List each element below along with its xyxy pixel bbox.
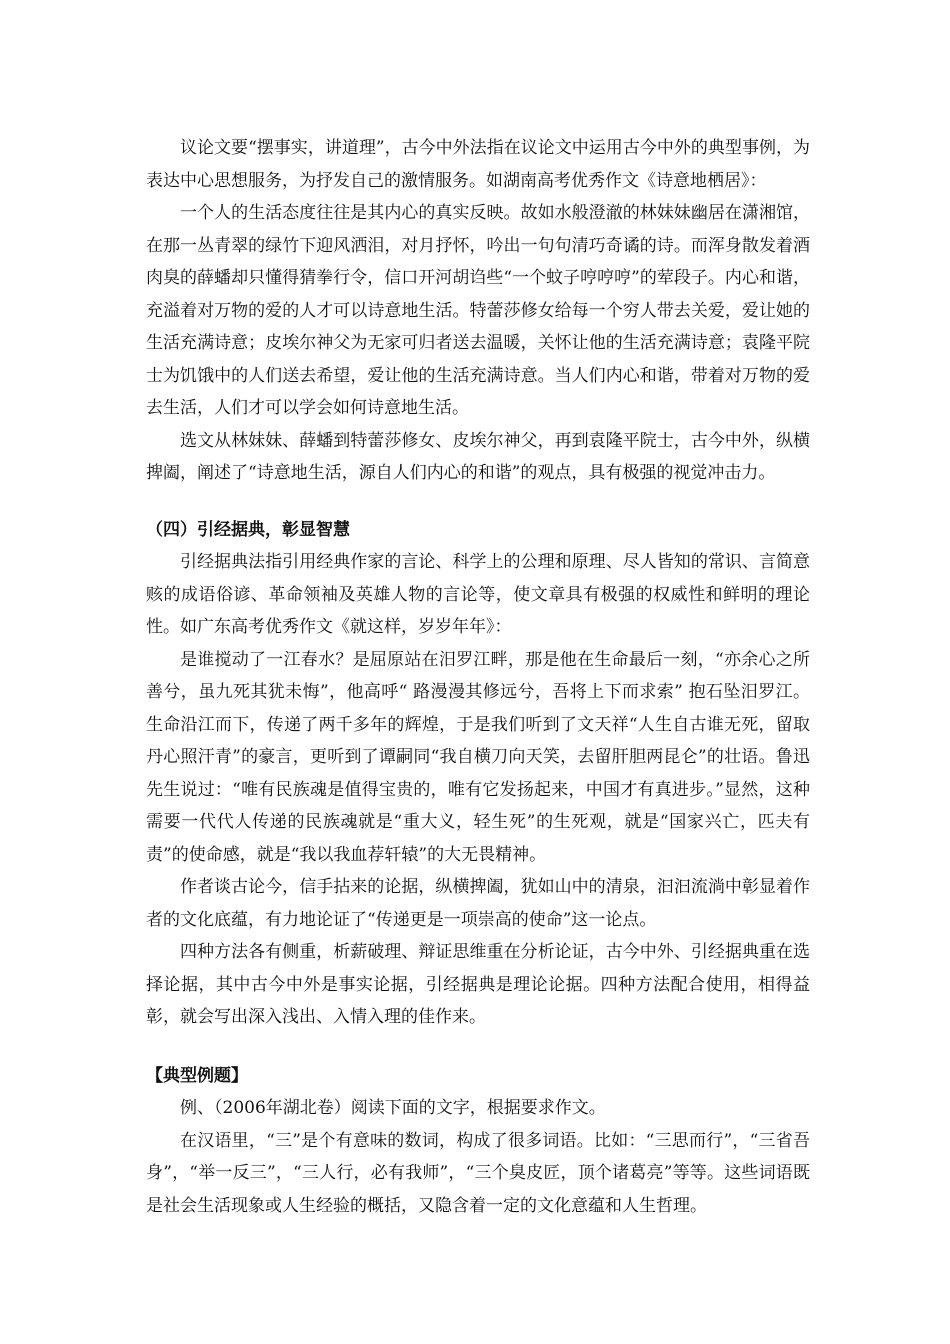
section-heading-citing-classics: （四）引经据典，彰显智慧 (146, 519, 350, 540)
spacer (146, 490, 810, 514)
paragraph-citing-classics-quote: 是谁搅动了一江春水？是屈原站在汨罗江畔，那是他在生命最后一刻，“亦余心之所善兮，虽九死其犹未悔”，他高呼“ 路漫漫其修远兮，吾将上下而求索” 抱石坠汨罗江。生命沿江而下，传递了两千多年的辉煌，于是我们听到了文天祥“人生自古谁无死，留取丹心照汗青”的豪言，更听到了谭嗣同“我自横刀向天笑，去留肝胆两昆仑”的壮语。鲁迅先生说过：“唯有民族魂是值得宝贵的，唯有它发扬起来，中国才有真进步。”显然，这种需要一代代人传递的民族魂就是“重大义，轻生死”的生死观，就是“国家兴亡，匹夫有责”的使命感，就是“我以我血荐轩辕”的大无畏精神。 (146, 649, 810, 865)
paragraph-citing-classics-commentary: 作者谈古论今，信手拈来的论据，纵横捭阖，犹如山中的清泉，汩汩流淌中彰显着作者的文化底蕴，有力地论证了“传递更是一项崇高的使命”这一论点。 (146, 877, 810, 930)
paragraph-example-quote: 一个人的生活态度往往是其内心的真实反映。故如水般澄澈的林妹妹幽居在潇湘馆，在那一丛青翠的绿竹下迎风洒泪，对月抒怀，吟出一句句清巧奇谲的诗。而浑身散发着酒肉臭的薛蟠却只懂得猜拳行令，信口开河胡诌些“一个蚊子哼哼哼”的荤段子。内心和谐，充溢着对万物的爱的人才可以诗意地生活。特蕾莎修女给每一个穷人带去关爱，爱让她的生活充满诗意；皮埃尔神父为无家可归者送去温暖，关怀让他的生活充满诗意；袁隆平院士为饥饿中的人们送去希望，爱让他的生活充满诗意。当人们内心和谐，带着对万物的爱去生活，人们才可以学会如何诗意地生活。 (146, 203, 810, 418)
paragraph-commentary: 选文从林妹妹、薛蟠到特蕾莎修女、皮埃尔神父，再到袁隆平院士，古今中外，纵横捭阖，阐述了“诗意地生活，源自人们内心的和谐”的观点，具有极强的视觉冲击力。 (146, 430, 810, 483)
paragraph-summary: 四种方法各有侧重，析薪破理、辩证思维重在分析论证，古今中外、引经据典重在选择论据，其中古今中外是事实论据，引经据典是理论论据。四种方法配合使用，相得益彰，就会写出深入浅出、入情入理的佳作来。 (146, 942, 810, 1027)
paragraph-citing-classics-intro: 引经据典法指引用经典作家的言论、科学上的公理和原理、尽人皆知的常识、言简意赅的成语俗谚、革命领袖及英雄人物的言论等，使文章具有极强的权威性和鲜明的理论性。如广东高考优秀作文《就这样，岁岁年年》： (146, 552, 810, 637)
document-page (146, 132, 810, 1222)
paragraph-example-prompt: 例、（2006年湖北卷）阅读下面的文字，根据要求作文。 (180, 1098, 606, 1118)
paragraph-intro-ancient-modern: 议论文要“摆事实，讲道理”，古今中外法指在议论文中运用古今中外的典型事例，为表达中心思想服务，为抒发自己的激情服务。如湖南高考优秀作文《诗意地栖居》： (146, 138, 810, 191)
spacer (146, 1034, 810, 1060)
paragraph-example-material: 在汉语里，“三”是个有意味的数词，构成了很多词语。比如：“三思而行”，“三省吾身”，“举一反三”，“三人行，必有我师”，“三个臭皮匠，顶个诸葛亮”等等。这些词语既是社会生活现象或人生经验的概括，又隐含着一定的文化意蕴和人生哲理。 (146, 1130, 810, 1216)
example-heading: 【典型例题】 (146, 1065, 248, 1086)
